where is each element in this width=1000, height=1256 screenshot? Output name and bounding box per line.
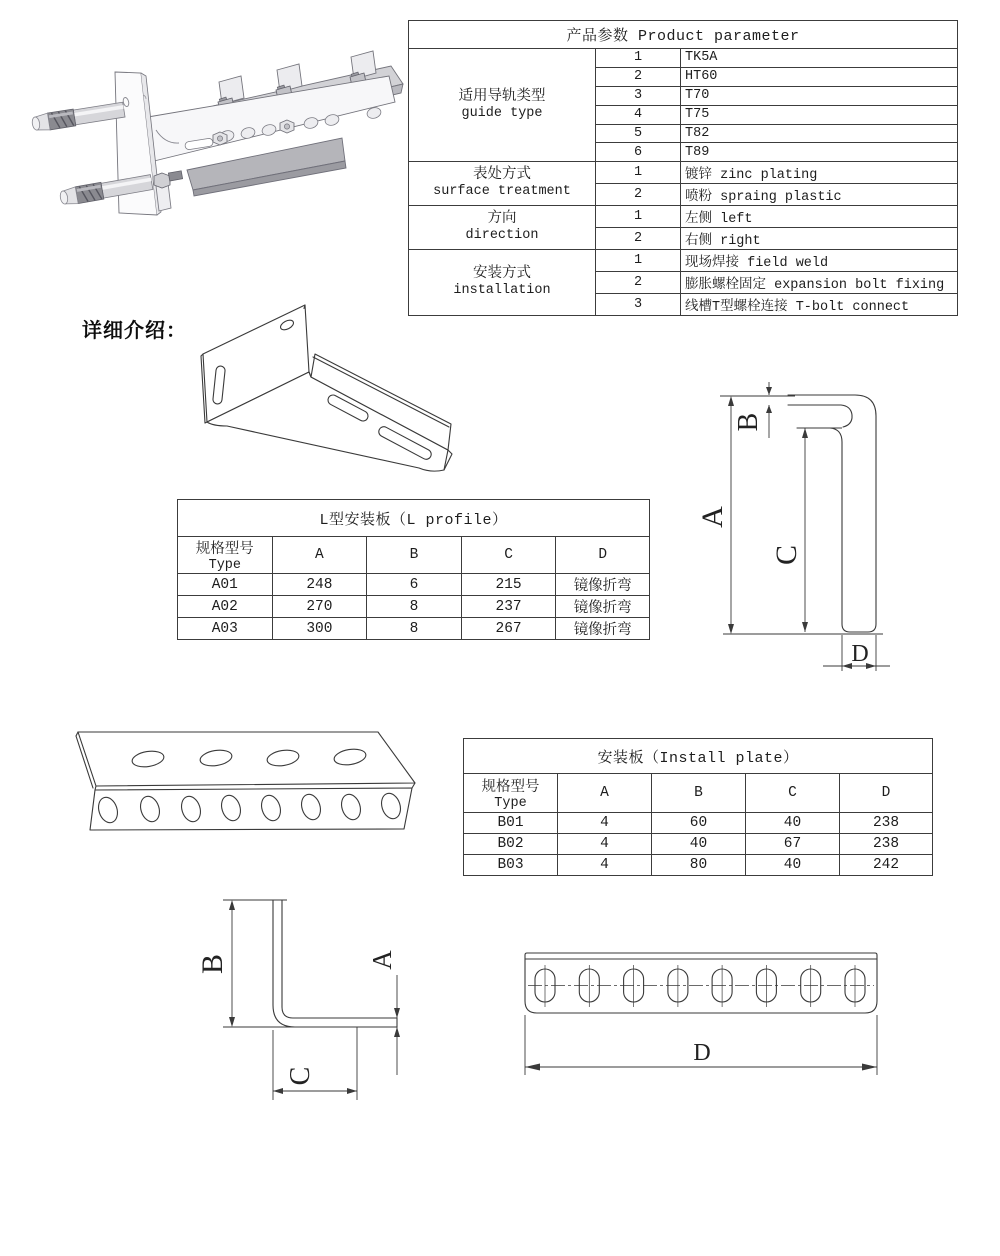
col-header-a: A	[558, 774, 652, 813]
dim-label-d: D	[693, 1040, 711, 1066]
row-value: 右侧 right	[681, 228, 958, 250]
dim-label-a: A	[367, 950, 397, 970]
dim-c	[273, 1027, 357, 1100]
row-no: 1	[596, 162, 681, 184]
dim-b	[196, 900, 235, 1027]
bracket-assembly-3d-drawing	[15, 40, 405, 275]
dim-c	[770, 428, 842, 632]
row-value: T70	[681, 86, 958, 105]
col-header-b: B	[367, 537, 462, 574]
l-profile-table-title: L型安装板（L profile）	[178, 500, 650, 537]
row-no: 1	[596, 250, 681, 272]
row-no: 2	[596, 228, 681, 250]
intro-label: 详细介绍：	[82, 320, 187, 342]
row-no: 3	[596, 294, 681, 316]
col-header-c: C	[746, 774, 840, 813]
row-value: TK5A	[681, 49, 958, 68]
row-no: 3	[596, 86, 681, 105]
section-label-installation: 安装方式 installation	[409, 250, 596, 316]
dim-a	[696, 396, 734, 634]
section-label-surface-treatment: 表处方式 surface treatment	[409, 162, 596, 206]
section-label-guide-type: 适用导轨类型 guide type	[409, 49, 596, 162]
row-value: T89	[681, 143, 958, 162]
table-row: B01 4 60 40 238	[464, 813, 933, 834]
expansion-bolt-upper	[31, 101, 125, 132]
row-no: 4	[596, 105, 681, 124]
table-row: A03 300 8 267 镜像折弯	[178, 618, 650, 640]
col-header-d: D	[840, 774, 933, 813]
profile-outline	[788, 395, 876, 632]
row-value: 喷粉 spraing plastic	[681, 184, 958, 206]
angle-plate-3d-drawing	[60, 712, 430, 847]
col-header-c: C	[461, 537, 556, 574]
lower-bolt-nut	[154, 171, 183, 211]
product-table-title: 产品参数 Product parameter	[409, 21, 958, 49]
table-row: B02 4 40 67 238	[464, 834, 933, 855]
table-row: B03 4 80 40 242	[464, 855, 933, 876]
l-profile-table	[177, 499, 650, 640]
row-no: 6	[596, 143, 681, 162]
col-header-d: D	[556, 537, 650, 574]
row-value: 线槽T型螺栓连接 T-bolt connect	[681, 294, 958, 316]
dim-label-d: D	[851, 641, 869, 667]
plate-outline	[525, 953, 877, 1013]
col-header-b: B	[652, 774, 746, 813]
row-value: T82	[681, 124, 958, 143]
l-bracket-3d-drawing	[195, 292, 505, 487]
row-value: 现场焊接 field weld	[681, 250, 958, 272]
row-no: 2	[596, 272, 681, 294]
product-parameter-table	[408, 20, 958, 316]
col-header-type: 规格型号 Type	[464, 774, 558, 813]
row-value: T75	[681, 105, 958, 124]
dim-label-b: B	[196, 953, 229, 975]
row-no: 2	[596, 67, 681, 86]
col-header-type: 规格型号 Type	[178, 537, 273, 574]
dim-label-c: C	[770, 544, 803, 566]
install-plate-front-view-drawing	[510, 945, 910, 1085]
section-label-direction: 方向 direction	[409, 206, 596, 250]
dim-label-b: B	[733, 412, 764, 432]
l-profile-side-view-drawing	[695, 380, 890, 675]
col-header-a: A	[272, 537, 367, 574]
dim-d	[823, 635, 890, 671]
row-no: 1	[596, 206, 681, 228]
bracket-arm	[142, 76, 395, 162]
dim-label-c: C	[285, 1066, 316, 1086]
dim-d	[525, 1015, 877, 1075]
table-row: A02 270 8 237 镜像折弯	[178, 596, 650, 618]
l-section-view-drawing	[195, 890, 410, 1115]
row-no: 2	[596, 184, 681, 206]
row-value: 镀锌 zinc plating	[681, 162, 958, 184]
profile-inner-line	[788, 405, 852, 427]
dim-label-a: A	[696, 506, 729, 528]
table-row: A01 248 6 215 镜像折弯	[178, 574, 650, 596]
row-value: 左侧 left	[681, 206, 958, 228]
install-table-title: 安装板（Install plate）	[464, 739, 933, 774]
row-value: 膨胀螺栓固定 expansion bolt fixing	[681, 272, 958, 294]
dim-a	[367, 950, 400, 1075]
row-no: 1	[596, 49, 681, 68]
row-value: HT60	[681, 67, 958, 86]
angle-front-face	[90, 788, 412, 830]
dim-b	[733, 382, 772, 438]
row-no: 5	[596, 124, 681, 143]
hole-centerlines	[528, 965, 874, 1007]
install-plate-table	[463, 738, 933, 876]
